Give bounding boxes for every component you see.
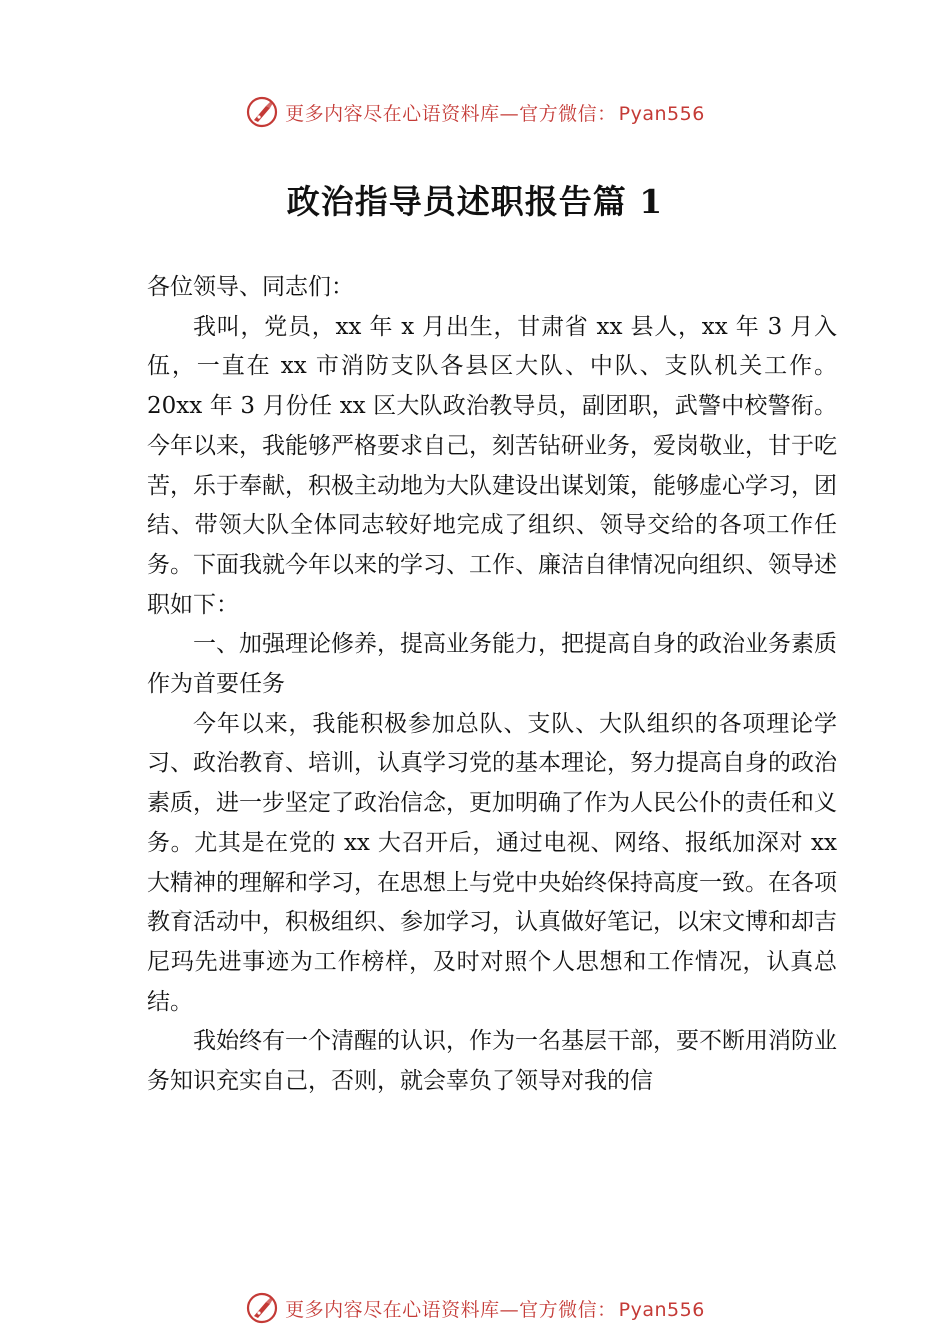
body-paragraph-study: 今年以来，我能积极参加总队、支队、大队组织的各项理论学习、政治教育、培训，认真学习党的基本理论，努力提高自身的政治素质，进一步坚定了政治信念，更加明确了作为人民公仆的责任和义务。尤其是在党的 xx 大召开后，通过电视、网络、报纸加深对 xx 大精神的理解和学习，在思想上与党中央始终保持高度一致。在各项教育活动中，积极组织、参加学习，认真做好笔记，以宋文博和却吉尼玛先进事迹为工作榜样，及时对照个人思想和工作情况，认真总结。 — [147, 710, 837, 1015]
watermark-text — [285, 1295, 705, 1322]
pen-nib-logo-icon — [245, 1291, 279, 1325]
body-paragraph-intro: 我叫，党员，xx 年 x 月出生，甘肃省 xx 县人，xx 年 3 月入伍，一直在 xx 市消防支队各县区大队、中队、支队机关工作。20xx 年 3 月份任 xx 区大队政治教导员，副团职，武警中校警衔。今年以来，我能够严格要求自己，刻苦钻研业务，爱岗敬业，甘于吃苦，乐于奉献，积极主动地为大队建设出谋划策，能够虚心学习，团结、带领大队全体同志较好地完成了组织、领导交给的各项工作任务。下面我就今年以来的学习、工作、廉洁自律情况向组织、领导述职如下： — [147, 313, 837, 618]
header-watermark — [0, 92, 950, 132]
body-paragraph-knowledge: 我始终有一个清醒的认识，作为一名基层干部，要不断用消防业务知识充实自己，否则，就会辜负了领导对我的信 — [147, 1028, 837, 1095]
watermark-text — [285, 99, 705, 126]
watermark-prefix: 更多内容尽在心语资料库—官方微信： — [285, 102, 617, 125]
footer-watermark — [0, 1288, 950, 1328]
pen-nib-logo-icon — [245, 95, 279, 129]
watermark-wechat-id: Pyan556 — [618, 102, 705, 125]
section-heading-1: 一、加强理论修养，提高业务能力，把提高自身的政治业务素质作为首要任务 — [147, 631, 837, 698]
watermark-wechat-id: Pyan556 — [618, 1298, 705, 1321]
document-title: 政治指导员述职报告篇 1 — [286, 182, 664, 221]
watermark-prefix: 更多内容尽在心语资料库—官方微信： — [285, 1298, 617, 1321]
salutation: 各位领导、同志们： — [147, 274, 354, 300]
document-body — [147, 268, 837, 1102]
